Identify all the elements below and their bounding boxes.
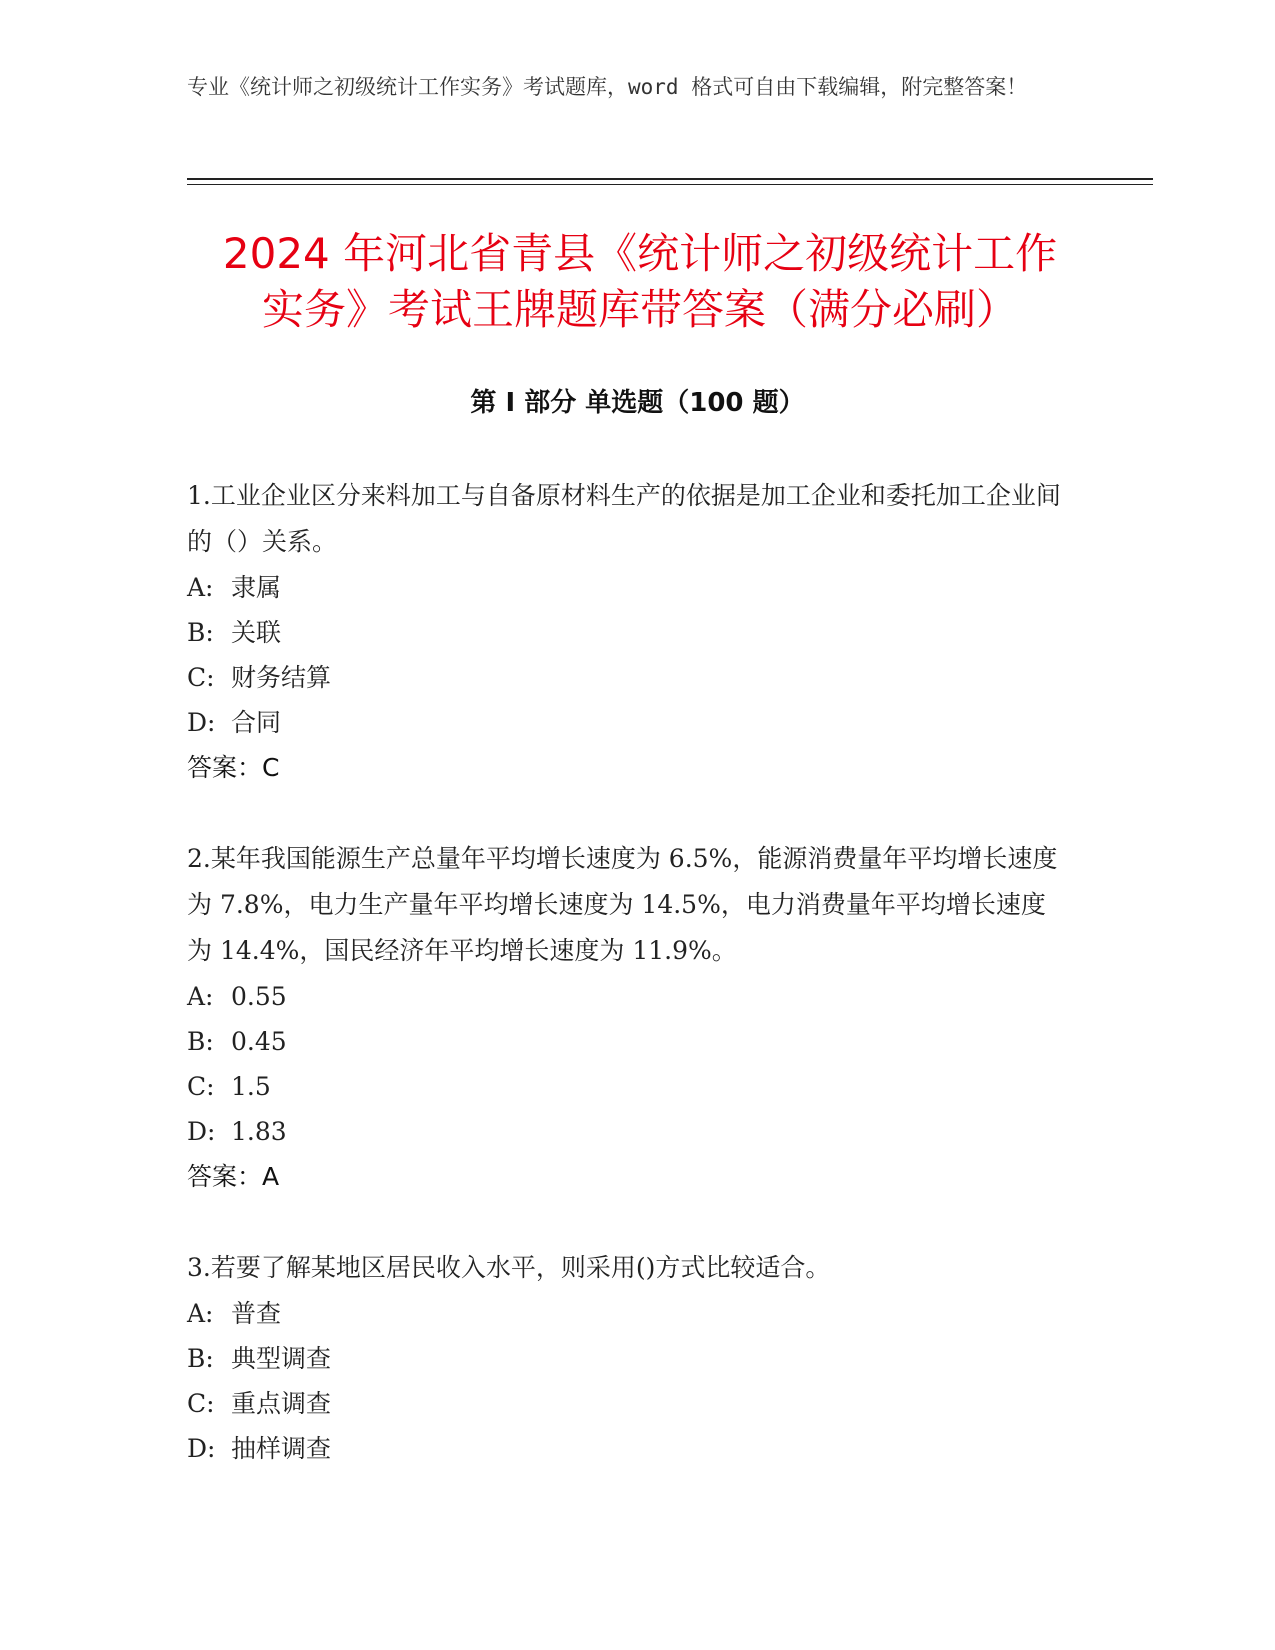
option-key: B: xyxy=(187,1344,214,1373)
option-key: A: xyxy=(187,982,214,1011)
question-stem: 2.某年我国能源生产总量年平均增长速度为 6.5%，能源消费量年平均增长速度为 7.8%，电力生产量年平均增长速度为 14.5%，电力消费量年平均增长速度为 14.4%，国民经济年平均增长速度为 11.9%。 xyxy=(187,844,1058,965)
option-key: C: xyxy=(187,1072,215,1101)
option-c xyxy=(187,1064,1067,1109)
option-c xyxy=(187,655,1067,700)
option-text: 抽样调查 xyxy=(231,1434,332,1463)
option-text: 0.55 xyxy=(231,982,287,1011)
option-key: A: xyxy=(187,573,214,602)
option-b xyxy=(187,610,1067,655)
option-text: 关联 xyxy=(231,618,282,647)
option-d xyxy=(187,1426,1067,1471)
option-b xyxy=(187,1019,1067,1064)
header-divider-thin xyxy=(187,184,1153,185)
option-text: 1.5 xyxy=(231,1072,271,1101)
option-d xyxy=(187,1109,1067,1154)
option-text: 合同 xyxy=(231,708,282,737)
header-note: 专业《统计师之初级统计工作实务》考试题库，word 格式可自由下载编辑，附完整答案！ xyxy=(187,75,1028,99)
option-text: 0.45 xyxy=(231,1027,287,1056)
option-a xyxy=(187,565,1067,610)
title-line-1: 2024 年河北省青县《统计师之初级统计工作 xyxy=(222,229,1058,278)
option-key: C: xyxy=(187,663,215,692)
answer-line: 答案：C xyxy=(187,753,280,782)
answer-line: 答案：A xyxy=(187,1162,280,1191)
option-c xyxy=(187,1381,1067,1426)
option-d xyxy=(187,700,1067,745)
option-key: B: xyxy=(187,618,214,647)
option-key: D: xyxy=(187,1117,216,1146)
option-key: D: xyxy=(187,708,216,737)
option-text: 1.83 xyxy=(231,1117,287,1146)
option-text: 普查 xyxy=(231,1299,282,1328)
option-key: A: xyxy=(187,1299,214,1328)
option-a xyxy=(187,1291,1067,1336)
question-stem: 1.工业企业区分来料加工与自备原材料生产的依据是加工企业和委托加工企业间的（）关系。 xyxy=(187,481,1061,556)
option-key: B: xyxy=(187,1027,214,1056)
section-heading: 第 I 部分 单选题（100 题） xyxy=(470,388,805,418)
option-text: 财务结算 xyxy=(231,663,332,692)
option-key: D: xyxy=(187,1434,216,1463)
option-text: 重点调查 xyxy=(231,1389,332,1418)
question-stem: 3.若要了解某地区居民收入水平，则采用()方式比较适合。 xyxy=(187,1253,831,1282)
option-key: C: xyxy=(187,1389,215,1418)
option-b xyxy=(187,1336,1067,1381)
question-3 xyxy=(187,1245,1067,1471)
title-line-2: 实务》考试王牌题库带答案（满分必刷） xyxy=(261,285,1018,334)
header-divider-thick xyxy=(187,178,1153,180)
question-2 xyxy=(187,836,1067,1200)
option-text: 隶属 xyxy=(231,573,282,602)
option-a xyxy=(187,974,1067,1019)
option-text: 典型调查 xyxy=(231,1344,332,1373)
document-title xyxy=(150,226,1130,338)
question-1 xyxy=(187,473,1067,791)
